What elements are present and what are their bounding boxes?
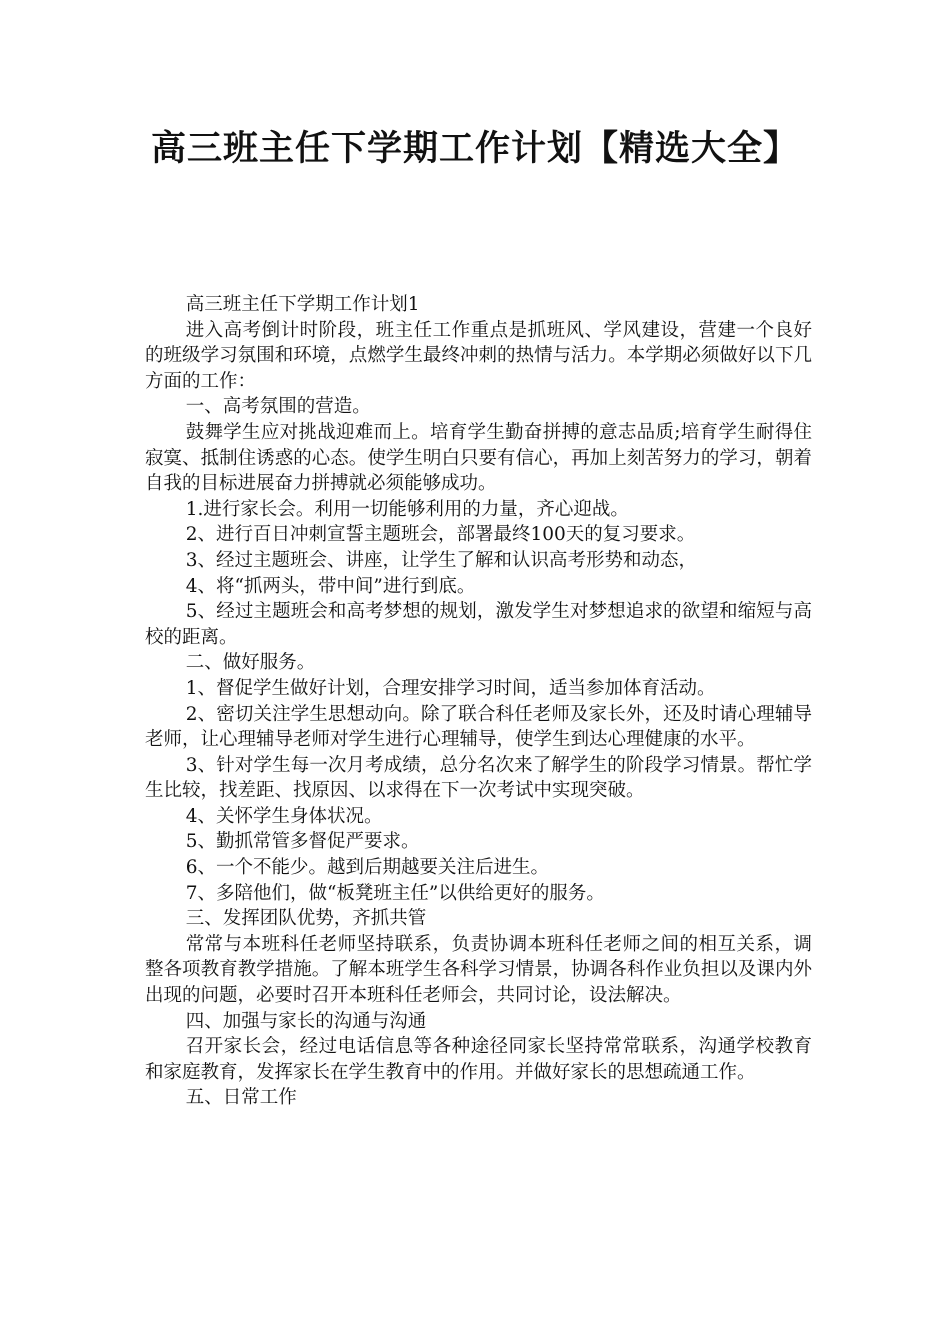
paragraph-parents: 召开家长会，经过电话信息等各种途径同家长坚持常常联系，沟通学校教育和家庭教育，发挥家长在学生教育中的作用。并做好家长的思想疏通工作。 (145, 1036, 812, 1083)
section-heading-2: 二、做好服务。 (185, 652, 316, 674)
section-heading-5: 五、日常工作 (185, 1087, 297, 1109)
list-item: 6、一个不能少。越到后期越要关注后进生。 (185, 857, 549, 879)
list-item: 1、督促学生做好计划，合理安排学习时间，适当参加体育活动。 (185, 677, 716, 699)
list-item: 7、多陪他们，做“板凳班主任”以供给更好的服务。 (185, 882, 605, 904)
section-heading-4: 四、加强与家长的沟通与沟通 (185, 1010, 427, 1032)
list-item: 4、将“抓两头，带中间”进行到底。 (185, 575, 476, 597)
document-body (145, 292, 812, 1111)
section-heading-1: 一、高考氛围的营造。 (185, 396, 371, 418)
list-item: 3、针对学生每一次月考成绩，总分名次来了解学生的阶段学习情景。帮忙学生比较，找差距、找原因、以求得在下一次考试中实现突破。 (145, 754, 812, 802)
list-item: 5、经过主题班会和高考梦想的规划，激发学生对梦想追求的欲望和缩短与高校的距离。 (145, 601, 812, 648)
list-item: 2、进行百日冲刺宣誓主题班会，部署最终100天的复习要求。 (185, 524, 696, 546)
paragraph-encourage: 鼓舞学生应对挑战迎难而上。培育学生勤奋拼搏的意志品质;培育学生耐得住寂寞、抵制住诱惑的心态。使学生明白只要有信心，再加上刻苦努力的学习，朝着自我的目标进展奋力拼搏就必须能够成功。 (145, 421, 812, 495)
paragraph-intro: 进入高考倒计时阶段，班主任工作重点是抓班风、学风建设，营建一个良好的班级学习氛围和环境，点燃学生最终冲刺的热情与活力。本学期必须做好以下几方面的工作： (145, 319, 812, 392)
list-item: 3、经过主题班会、讲座，让学生了解和认识高考形势和动态， (185, 549, 697, 571)
section-heading-3: 三、发挥团队优势，齐抓共管 (185, 908, 427, 930)
document-title: 高三班主任下学期工作计划【精选大全】 (150, 129, 799, 169)
list-item: 2、密切关注学生思想动向。除了联合科任老师及家长外，还及时请心理辅导老师，让心理辅导老师对学生进行心理辅导，使学生到达心理健康的水平。 (145, 703, 812, 751)
paragraph-heading-plan-1: 高三班主任下学期工作计划1 (185, 294, 420, 315)
list-item: 1.进行家长会。利用一切能够利用的力量，齐心迎战。 (185, 498, 629, 520)
paragraph-team: 常常与本班科任老师坚持联系，负责协调本班科任老师之间的相互关系，调整各项教育教学措施。了解本班学生各科学习情景，协调各科作业负担以及课内外出现的问题，必要时召开本班科任老师会，共同讨论，设法解决。 (145, 933, 812, 1007)
list-item: 4、关怀学生身体状况。 (185, 805, 383, 827)
list-item: 5、勤抓常管多督促严要求。 (185, 831, 420, 853)
